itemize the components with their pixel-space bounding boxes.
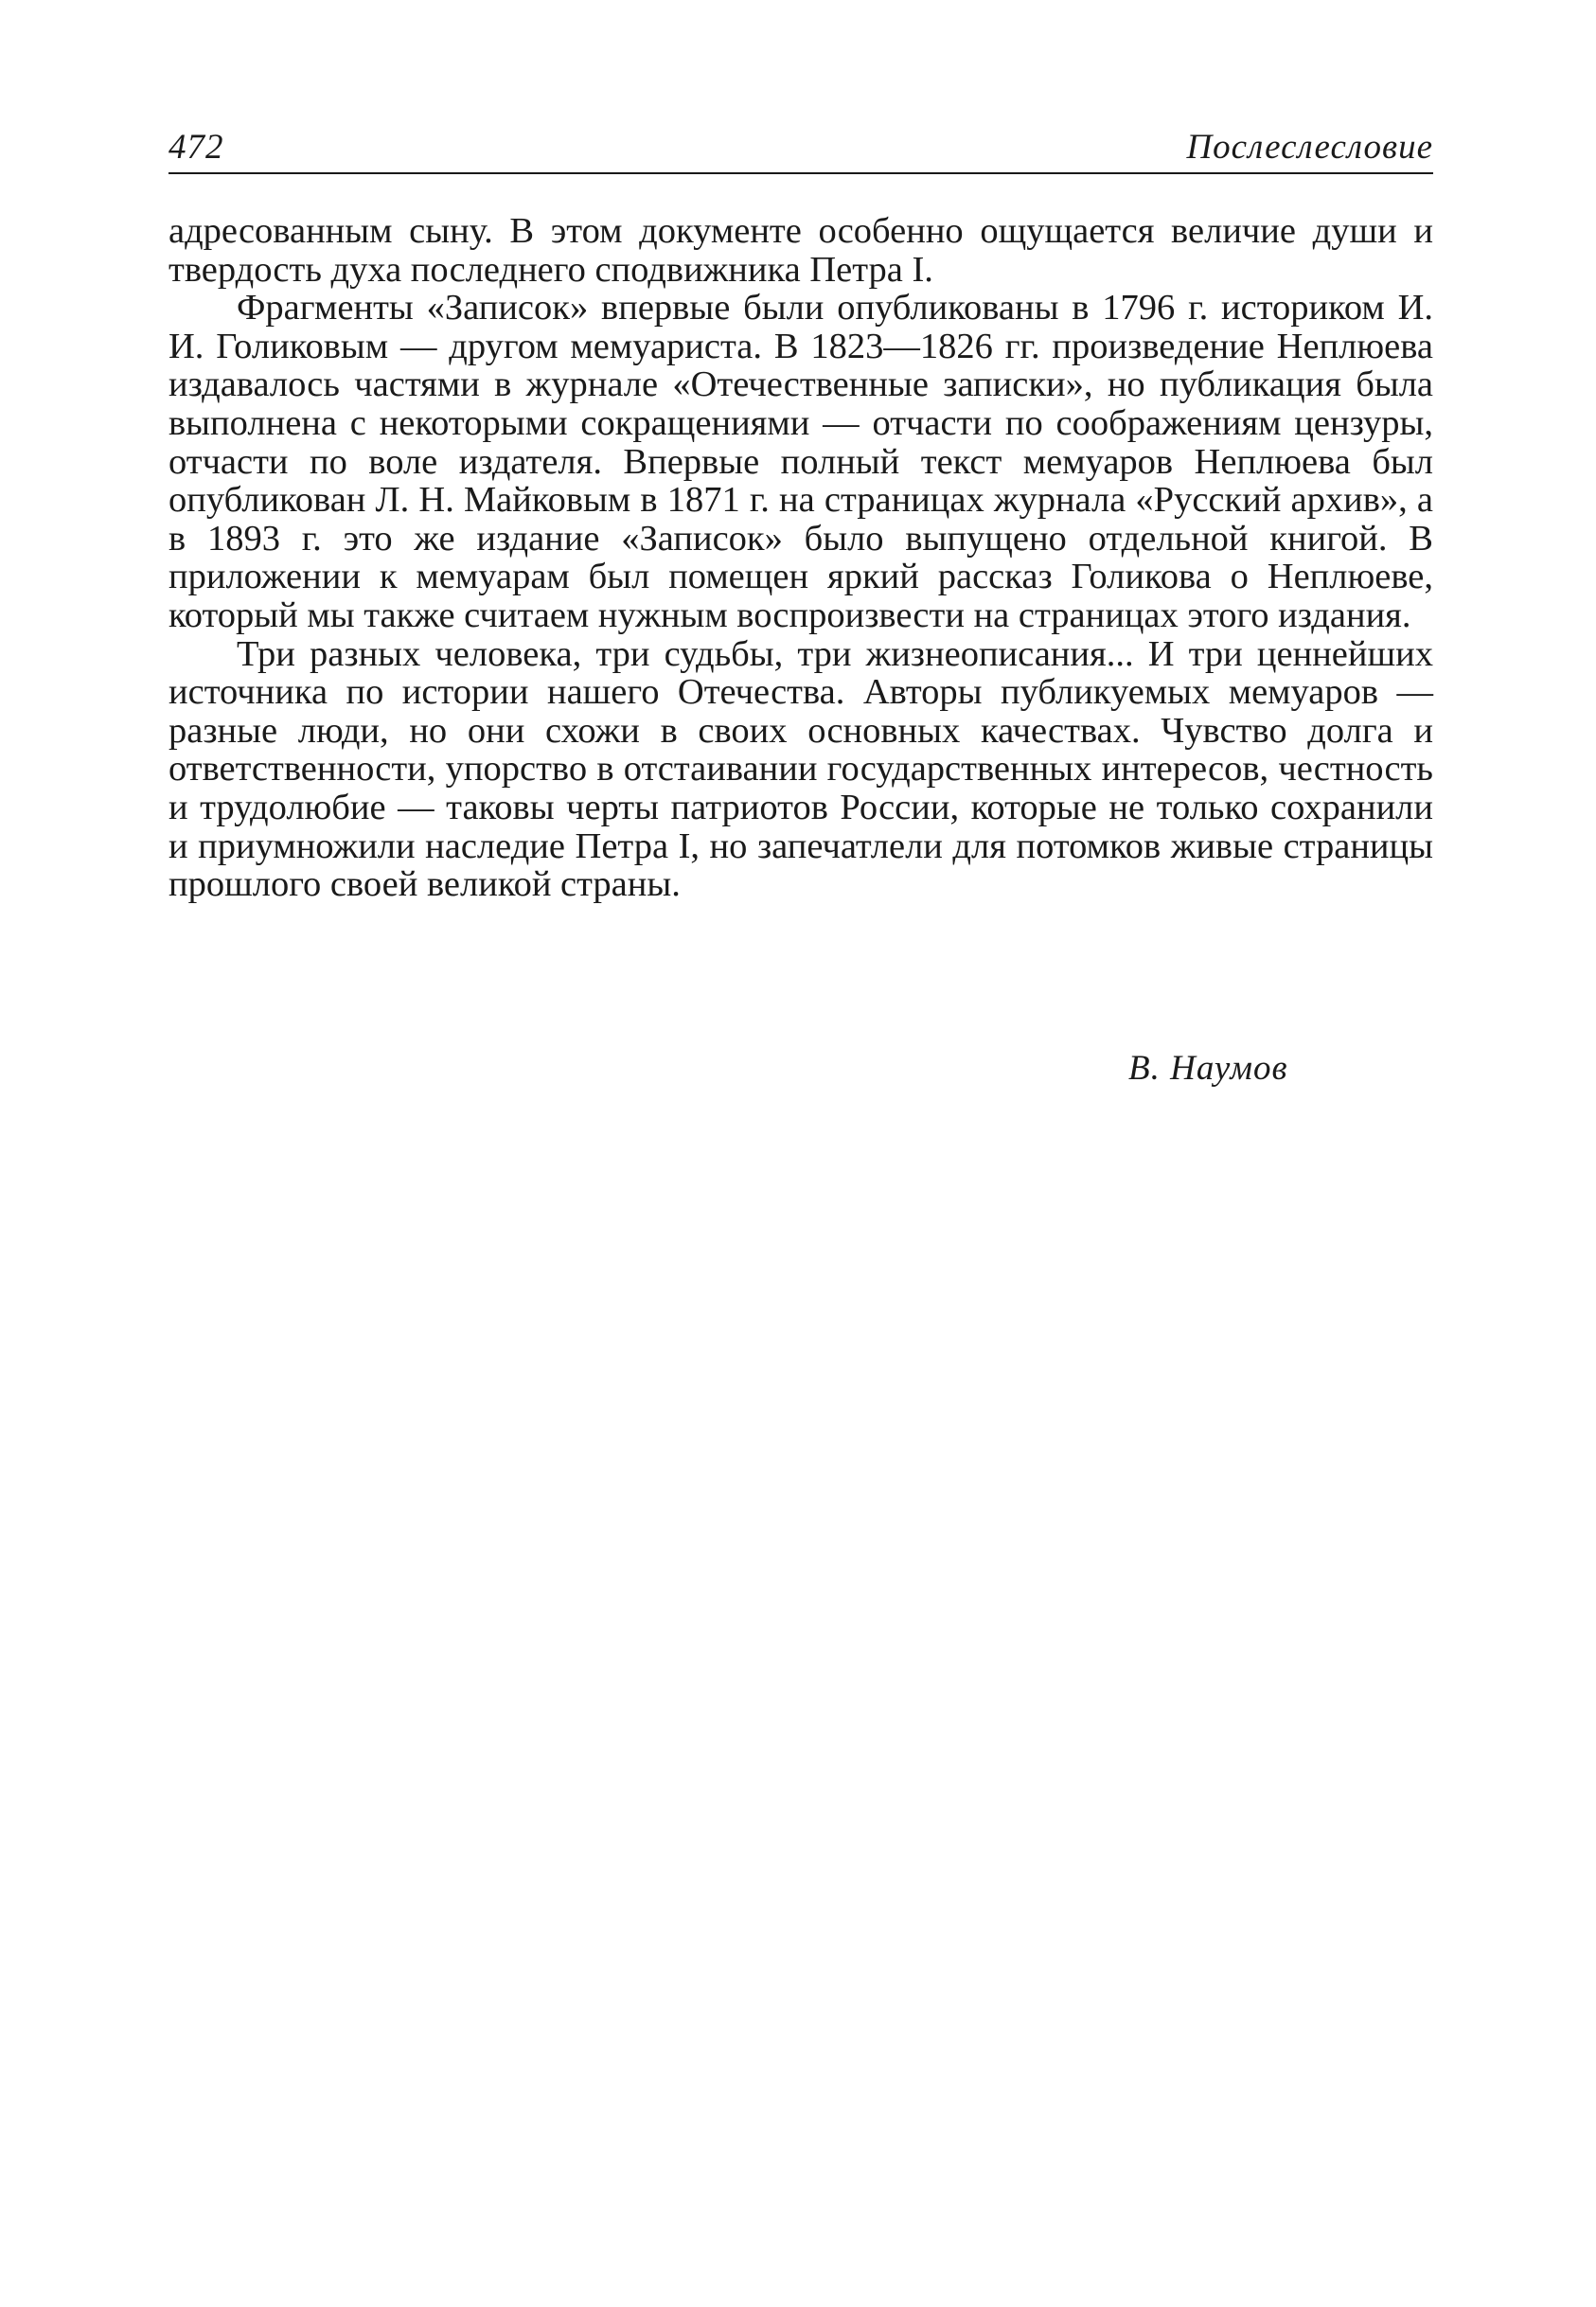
author-signature: В. Наумов <box>1128 1049 1288 1088</box>
paragraph-conclusion: Три разных человека, три судьбы, три жизнеописания... И три ценнейших источника по истории нашего Отечества. Авторы публикуемых мемуаров — разные люди, но они схожи в своих основных качествах. Чувство долга и ответственности, упорство в отстаивании государственных интересов, честность и трудолюбие — таковы черты патриотов России, которые не только сохранили и приумножили наследие Петра I, но запечатлели для потомков живые страницы прошлого своей великой страны. <box>168 633 1433 905</box>
section-title: Послеслесловие <box>1186 128 1433 167</box>
page-number: 472 <box>168 128 224 167</box>
body-text <box>168 212 1433 904</box>
paragraph-continuation: адресованным сыну. В этом документе особенно ощущается величие души и твердость духа последнего сподвижника Петра I. <box>168 211 1433 290</box>
running-head <box>168 123 1433 174</box>
paragraph-publication-history: Фрагменты «Записок» впервые были опубликованы в 1796 г. историком И. И. Голиковым — другом мемуариста. В 1823—1826 гг. произведение Неплюева издавалось частями в журнале «Отечественные записки», но публикация была выполнена с некоторыми сокращениями — отчасти по соображениям цензуры, отчасти по воле издателя. Впервые полный текст мемуаров Неплюева был опубликован Л. Н. Майковым в 1871 г. на страницах журнала «Русский архив», а в 1893 г. это же издание «Записок» было выпущено отдельной книгой. В приложении к мемуарам был помещен яркий рассказ Голикова о Неплюеве, который мы также считаем нужным воспроизвести на страницах этого издания. <box>168 288 1433 635</box>
